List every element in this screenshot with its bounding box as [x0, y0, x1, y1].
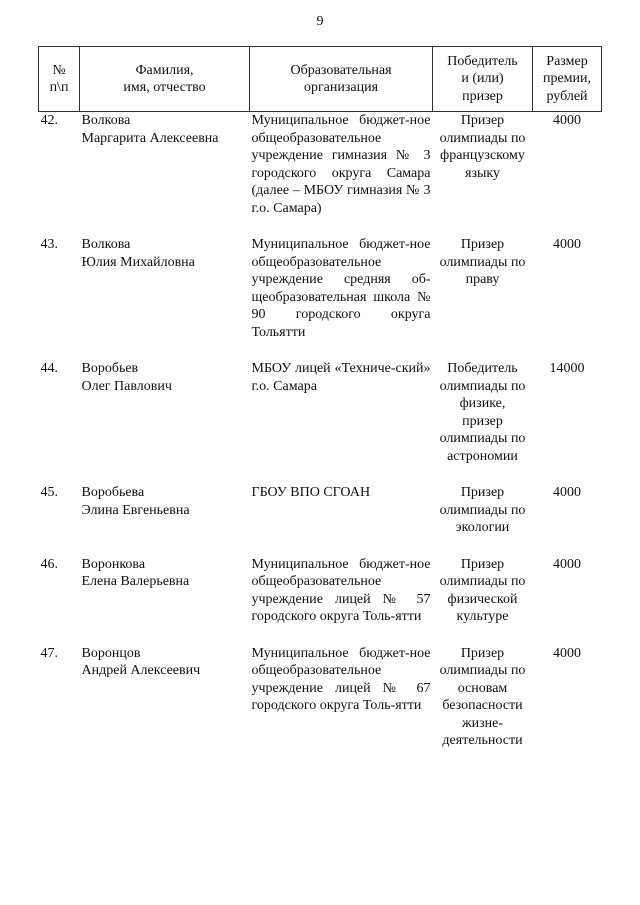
row-prize: Призер олимпиады по праву	[439, 237, 526, 287]
row-full-name	[80, 236, 250, 360]
row-surname: Воробьева	[81, 485, 145, 500]
row-number: 43.	[40, 237, 58, 252]
table-row	[39, 360, 602, 484]
header-award-amount: Размер премии, рублей	[533, 47, 602, 112]
row-organization: Муниципальное бюджет-ное общеобразовательное учреждение лицей № 67 городского округа Толь-ятти	[251, 645, 431, 713]
header-number: № п\п	[39, 47, 80, 112]
table-row	[39, 236, 602, 360]
table-row	[39, 556, 602, 645]
table-row	[39, 645, 602, 769]
row-number: 42.	[40, 113, 58, 128]
row-number: 45.	[40, 485, 58, 500]
table-row	[39, 484, 602, 556]
row-surname: Волкова	[81, 113, 131, 128]
row-given-names: Элина Евгеньевна	[81, 502, 190, 518]
table-row	[39, 112, 602, 237]
row-amount: 14000	[549, 361, 585, 376]
row-organization: МБОУ лицей «Техниче-ский» г.о. Самара	[251, 361, 431, 394]
awards-table	[38, 46, 602, 769]
row-full-name	[80, 112, 250, 237]
row-given-names: Юлия Михайловна	[81, 254, 195, 270]
row-surname: Волкова	[81, 237, 131, 252]
row-amount: 4000	[553, 556, 581, 572]
row-prize: Призер олимпиады по французскому языку	[439, 113, 526, 181]
row-given-names: Андрей Алексеевич	[81, 663, 201, 678]
page-number: 9	[316, 14, 324, 29]
header-winner-prizewinner: Победитель и (или) призер	[433, 47, 533, 112]
row-prize: Призер олимпиады по физической культуре	[439, 556, 526, 624]
row-amount: 4000	[553, 645, 581, 661]
row-amount: 4000	[553, 237, 581, 252]
row-organization: Муниципальное бюджет-ное общеобразовательное учреждение средняя об-щеобразовательная школа № 90 городского округа Тольятти	[251, 237, 431, 340]
row-surname: Воронкова	[81, 556, 146, 572]
row-given-names: Елена Валерьевна	[81, 574, 190, 589]
header-full-name: Фамилия, имя, отчество	[80, 47, 250, 112]
table-header	[39, 47, 602, 112]
row-amount: 4000	[553, 485, 581, 500]
row-full-name	[80, 360, 250, 484]
row-full-name	[80, 645, 250, 769]
row-prize: Призер олимпиады по основам безопасности жизне- деятельности	[439, 645, 526, 748]
row-prize: Призер олимпиады по экологии	[439, 485, 526, 535]
row-prize: Победитель олимпиады по физике, призер олимпиады по астрономии	[439, 361, 526, 464]
row-number: 46.	[40, 556, 58, 572]
row-full-name	[80, 484, 250, 556]
row-number: 47.	[40, 645, 58, 661]
row-full-name	[80, 556, 250, 645]
row-surname: Воронцов	[81, 645, 141, 661]
row-given-names: Маргарита Алексеевна	[81, 130, 219, 146]
row-organization: Муниципальное бюджет-ное общеобразовательное учреждение лицей № 57 городского округа Толь-ятти	[251, 556, 431, 624]
row-number: 44.	[40, 361, 58, 376]
row-given-names: Олег Павлович	[81, 378, 172, 394]
row-organization: ГБОУ ВПО СГОАН	[251, 485, 371, 500]
row-surname: Воробьев	[81, 361, 139, 376]
row-amount: 4000	[553, 113, 581, 128]
row-organization: Муниципальное бюджет-ное общеобразовательное учреждение гимназия № 3 городского округа Самара (далее – МБОУ гимназия № 3 г.о. Самара)	[251, 113, 431, 216]
header-organization: Образовательная организация	[250, 47, 433, 112]
